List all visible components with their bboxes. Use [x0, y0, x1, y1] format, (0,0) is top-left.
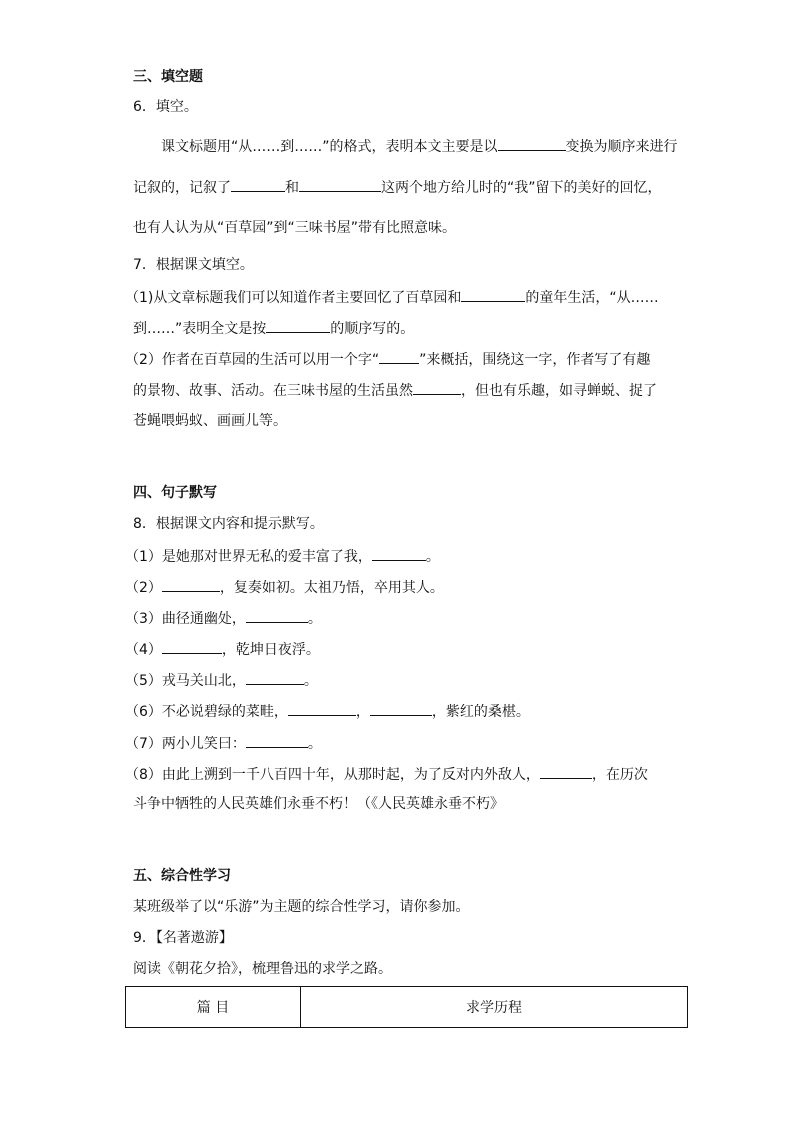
q8-text-3a: （3）曲径通幽处，	[125, 611, 246, 627]
q8-item-5	[125, 670, 318, 690]
q8-text-7b: 。	[307, 736, 322, 752]
question-7-sub-2-line-1	[125, 349, 650, 369]
q8-text-3b: 。	[307, 611, 322, 627]
table-header-progress: 求学历程	[301, 987, 688, 1028]
q8-item-2	[125, 577, 444, 597]
q8-blank-9[interactable]	[540, 764, 592, 779]
q8-item-1	[125, 546, 440, 566]
q7-text-1c: 到……”表明全文是按	[133, 321, 267, 337]
q6-text-1b: 变换为顺序来进行	[565, 139, 678, 155]
q8-blank-7[interactable]	[370, 701, 432, 716]
section-5-heading: 五、综合性学习	[133, 868, 231, 884]
q7-text-1b: 的童年生活，“从……	[525, 290, 659, 306]
q6-text-2a: 记叙的，记叙了	[133, 180, 231, 196]
q8-item-4	[125, 639, 320, 659]
q8-item-3	[125, 608, 322, 628]
q8-blank-1[interactable]	[372, 546, 426, 561]
q8-item-8-line-1	[125, 764, 648, 784]
q6-blank-1[interactable]	[498, 136, 566, 151]
q8-text-2b: ，复奏如初。太祖乃悟，卒用其人。	[219, 580, 444, 596]
q8-item-6	[125, 701, 530, 721]
question-8-label: 8．根据课文内容和提示默写。	[133, 516, 324, 532]
q7-text-2b: ”来概括，围绕这一字，作者写了有趣	[419, 352, 651, 368]
q8-text-8b: ，在历次	[591, 767, 648, 783]
q8-blank-8[interactable]	[246, 733, 308, 748]
q8-text-7a: （7）两小儿笑曰：	[125, 736, 246, 752]
q8-text-1b: 。	[425, 549, 440, 565]
study-path-table	[125, 986, 688, 1028]
q7-blank-1[interactable]	[461, 287, 525, 302]
q8-text-4a: （4）	[125, 642, 162, 658]
question-7-sub-2-line-3: 苍蝇喂蚂蚁、画画儿等。	[133, 413, 287, 429]
q8-text-1a: （1）是她那对世界无私的爱丰富了我，	[125, 549, 372, 565]
q8-item-8-line-2: 斗争中牺牲的人民英雄们永垂不朽！（《人民英雄永垂不朽》	[133, 796, 504, 812]
q8-text-6b: ，	[355, 704, 370, 720]
q8-text-6a: （6）不必说碧绿的菜畦，	[125, 704, 288, 720]
q8-blank-2[interactable]	[162, 577, 220, 592]
q8-text-2a: （2）	[125, 580, 162, 596]
q7-blank-2[interactable]	[266, 318, 330, 333]
question-9-text: 阅读《朝花夕拾》，梳理鲁迅的求学之路。	[133, 961, 392, 977]
question-7-sub-1-line-2	[133, 318, 414, 338]
question-6-line-2	[133, 177, 662, 197]
section-5-intro: 某班级举了以“乐游”为主题的综合性学习，请你参加。	[133, 899, 470, 915]
q8-blank-6[interactable]	[288, 701, 356, 716]
q6-text-2b: 和	[285, 180, 299, 196]
q6-blank-3[interactable]	[299, 177, 381, 192]
q6-text-1a: 课文标题用“从……到……”的格式，表明本文主要是以	[161, 139, 498, 155]
question-6-line-3: 也有人认为从“百草园”到“三味书屋”带有比照意味。	[133, 220, 457, 236]
q6-blank-2[interactable]	[231, 177, 285, 192]
q7-text-1a: （1)从文章标题我们可以知道作者主要回忆了百草园和	[125, 290, 462, 306]
question-7-sub-1-line-1	[125, 287, 659, 307]
q8-blank-5[interactable]	[246, 670, 304, 685]
table-header-row	[126, 987, 688, 1028]
q7-blank-4[interactable]	[413, 380, 461, 395]
question-7-sub-2-line-2	[133, 380, 657, 400]
section-4-heading: 四、句子默写	[133, 485, 217, 501]
q7-blank-3[interactable]	[379, 349, 419, 364]
question-9-label: 9．【名著遨游】	[133, 930, 233, 946]
q8-text-4b: ，乾坤日夜浮。	[221, 642, 320, 658]
q8-text-5a: （5）戎马关山北，	[125, 673, 246, 689]
q8-text-5b: 。	[303, 673, 318, 689]
question-7-label: 7．根据课文填空。	[133, 257, 254, 273]
q6-text-2c: 这两个地方给儿时的“我”留下的美好的回忆，	[381, 180, 662, 196]
question-6-line-1	[161, 136, 678, 156]
q7-text-2c: 的景物、故事、活动。在三味书屋的生活虽然	[133, 383, 413, 399]
q8-text-6c: ，紫红的桑椹。	[431, 704, 530, 720]
q8-blank-4[interactable]	[162, 639, 222, 654]
q7-text-1d: 的顺序写的。	[330, 321, 415, 337]
q7-text-2a: （2）作者在百草园的生活可以用一个字“	[125, 352, 380, 368]
q8-text-8a: （8）由此上溯到一千八百四十年，从那时起，为了反对内外敌人，	[125, 767, 540, 783]
section-3-heading: 三、填空题	[133, 69, 203, 85]
q7-text-2d: ，但也有乐趣，如寻蝉蜕、捉了	[461, 383, 657, 399]
q8-item-7	[125, 733, 322, 753]
q8-blank-3[interactable]	[246, 608, 308, 623]
table-header-title: 篇 目	[126, 987, 301, 1028]
question-6-label: 6．填空。	[133, 99, 198, 115]
